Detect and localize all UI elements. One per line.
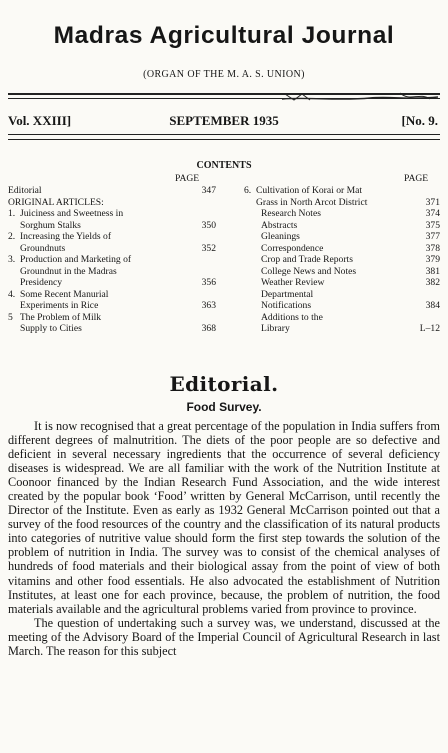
toc-entry-text: Crop and Trade Reports (261, 254, 353, 265)
contents-right-column (244, 185, 440, 335)
toc-entry (8, 197, 218, 209)
toc-entry-text: Correspondence (261, 242, 324, 254)
toc-entry-text: Groundnut in the Madras (8, 265, 117, 277)
issue-number: [No. 9. (401, 113, 438, 128)
toc-entry-page: 350 (201, 219, 216, 231)
toc-entry-text: Experiments in Rice (8, 300, 99, 311)
toc-entry (8, 231, 218, 243)
editorial-paragraph: It is now recognised that a great percentage of the population in India suffers from different degrees of malnutrition. The diets of the poor people are so defective and deficient in several necessary ingredients that the occurrence of several deficiency diseases is widespread. We are all familiar with the work of the Nutrition Institute at Coonoor financed by the Indian Research Fund Association, and the wide interest created by the popular book ‘Food’ written by General McCarrison, until recently the Director of the Institute. Even as early as 1932 General McCarrison pointed out that a survey of the food resources of the country and the classification of its natural products into categories of nutritive value should form the first step towards the solution of the problem of nutrition in India. The survey was to consist of the chemical analyses of hundreds of food materials and their biological assay from the point of view of both vitamins and other food essentials. He also advocated the establishment of Nutrition Institutes, at least one for each province, because, the problem of nutrition, the food materials available and the agricultural problems varied from province to province. (8, 419, 440, 616)
flourish-ornament (280, 90, 440, 104)
toc-entry-text: Library (261, 323, 290, 334)
toc-entry-page: 379 (425, 254, 440, 265)
toc-entry (8, 266, 218, 278)
toc-entry-text: Departmental (261, 288, 314, 300)
toc-entry (244, 266, 440, 278)
toc-entry (244, 220, 440, 232)
toc-entry (244, 323, 440, 335)
toc-entry-text: Grass in North Arcot District (244, 196, 368, 208)
toc-entry-text: College News and Notes (261, 265, 357, 277)
toc-entry (244, 197, 440, 209)
volume-label: Vol. XXIII] (8, 113, 72, 128)
toc-entry-text: 4. Some Recent Manurial (8, 288, 109, 300)
toc-entry-text: Editorial (8, 185, 42, 196)
toc-entry-text: ORIGINAL ARTICLES: (8, 196, 104, 208)
toc-entry-page: 377 (425, 231, 440, 242)
toc-entry-page: 356 (201, 277, 216, 288)
contents-heading: CONTENTS (196, 160, 252, 171)
toc-entry-page: 347 (201, 185, 216, 196)
contents-page-label-right: PAGE (404, 173, 429, 184)
toc-entry-page: 382 (425, 277, 440, 288)
toc-entry-text: Supply to Cities (8, 323, 82, 334)
toc-entry-page: 363 (201, 300, 216, 311)
toc-entry-text: Weather Review (261, 277, 325, 288)
issue-rule-top (8, 134, 440, 135)
toc-entry (8, 185, 218, 197)
toc-entry-text: Research Notes (261, 208, 321, 219)
journal-organ-line: (ORGAN OF THE M. A. S. UNION) (143, 69, 305, 80)
editorial-body (8, 419, 440, 658)
toc-entry (8, 323, 218, 335)
toc-entry-text: Sorghum Stalks (8, 219, 81, 231)
toc-entry (8, 277, 218, 289)
toc-entry-page: 352 (201, 242, 216, 254)
toc-entry (244, 277, 440, 289)
toc-entry-text: Notifications (261, 300, 312, 311)
toc-entry-text: Presidency (8, 277, 63, 288)
editorial-paragraph: The question of undertaking such a survey was, we understand, discussed at the meeting of the Advisory Board of the Imperial Council of Agricultural Research in last March. The reason for this subject (8, 615, 440, 658)
toc-entry (244, 208, 440, 220)
toc-entry (8, 289, 218, 301)
toc-entry (8, 312, 218, 324)
issue-date: SEPTEMBER 1935 (169, 113, 279, 128)
toc-entry (8, 243, 218, 255)
toc-entry-page: 378 (425, 242, 440, 254)
toc-entry (8, 208, 218, 220)
toc-entry (244, 300, 440, 312)
toc-entry-page: 368 (201, 323, 216, 334)
toc-entry-text: Groundnuts (8, 242, 66, 254)
toc-entry (8, 220, 218, 232)
editorial-heading: Editorial. (169, 372, 279, 396)
editorial-subheading: Food Survey. (186, 400, 262, 414)
issue-rule-bottom (8, 139, 440, 140)
toc-entry-text: 2. Increasing the Yields of (8, 231, 112, 242)
toc-entry (244, 231, 440, 243)
contents-page-label-left: PAGE (175, 173, 200, 184)
toc-entry (244, 243, 440, 255)
toc-entry-page: 371 (425, 196, 440, 208)
toc-entry (8, 254, 218, 266)
journal-title: Madras Agricultural Journal (53, 22, 395, 49)
toc-entry-text: Gleanings (261, 231, 300, 242)
toc-entry-text: 3. Production and Marketing of (8, 254, 132, 265)
toc-entry-text: 1. Juiciness and Sweetness in (8, 208, 124, 219)
toc-entry (8, 300, 218, 312)
contents-left-column (8, 185, 218, 335)
toc-entry-page: L–12 (419, 323, 440, 334)
toc-entry (244, 254, 440, 266)
toc-entry-page: 381 (425, 265, 440, 277)
toc-entry-text: Abstracts (261, 219, 298, 231)
toc-entry-page: 384 (425, 300, 440, 311)
toc-entry (244, 185, 440, 197)
toc-entry-text: Additions to the (261, 311, 323, 323)
toc-entry-text: 6. Cultivation of Korai or Mat (244, 185, 363, 196)
toc-entry (244, 312, 440, 324)
toc-entry-page: 374 (425, 208, 440, 219)
toc-entry-page: 375 (425, 219, 440, 231)
toc-entry (244, 289, 440, 301)
toc-entry-text: 5 The Problem of Milk (8, 311, 102, 323)
